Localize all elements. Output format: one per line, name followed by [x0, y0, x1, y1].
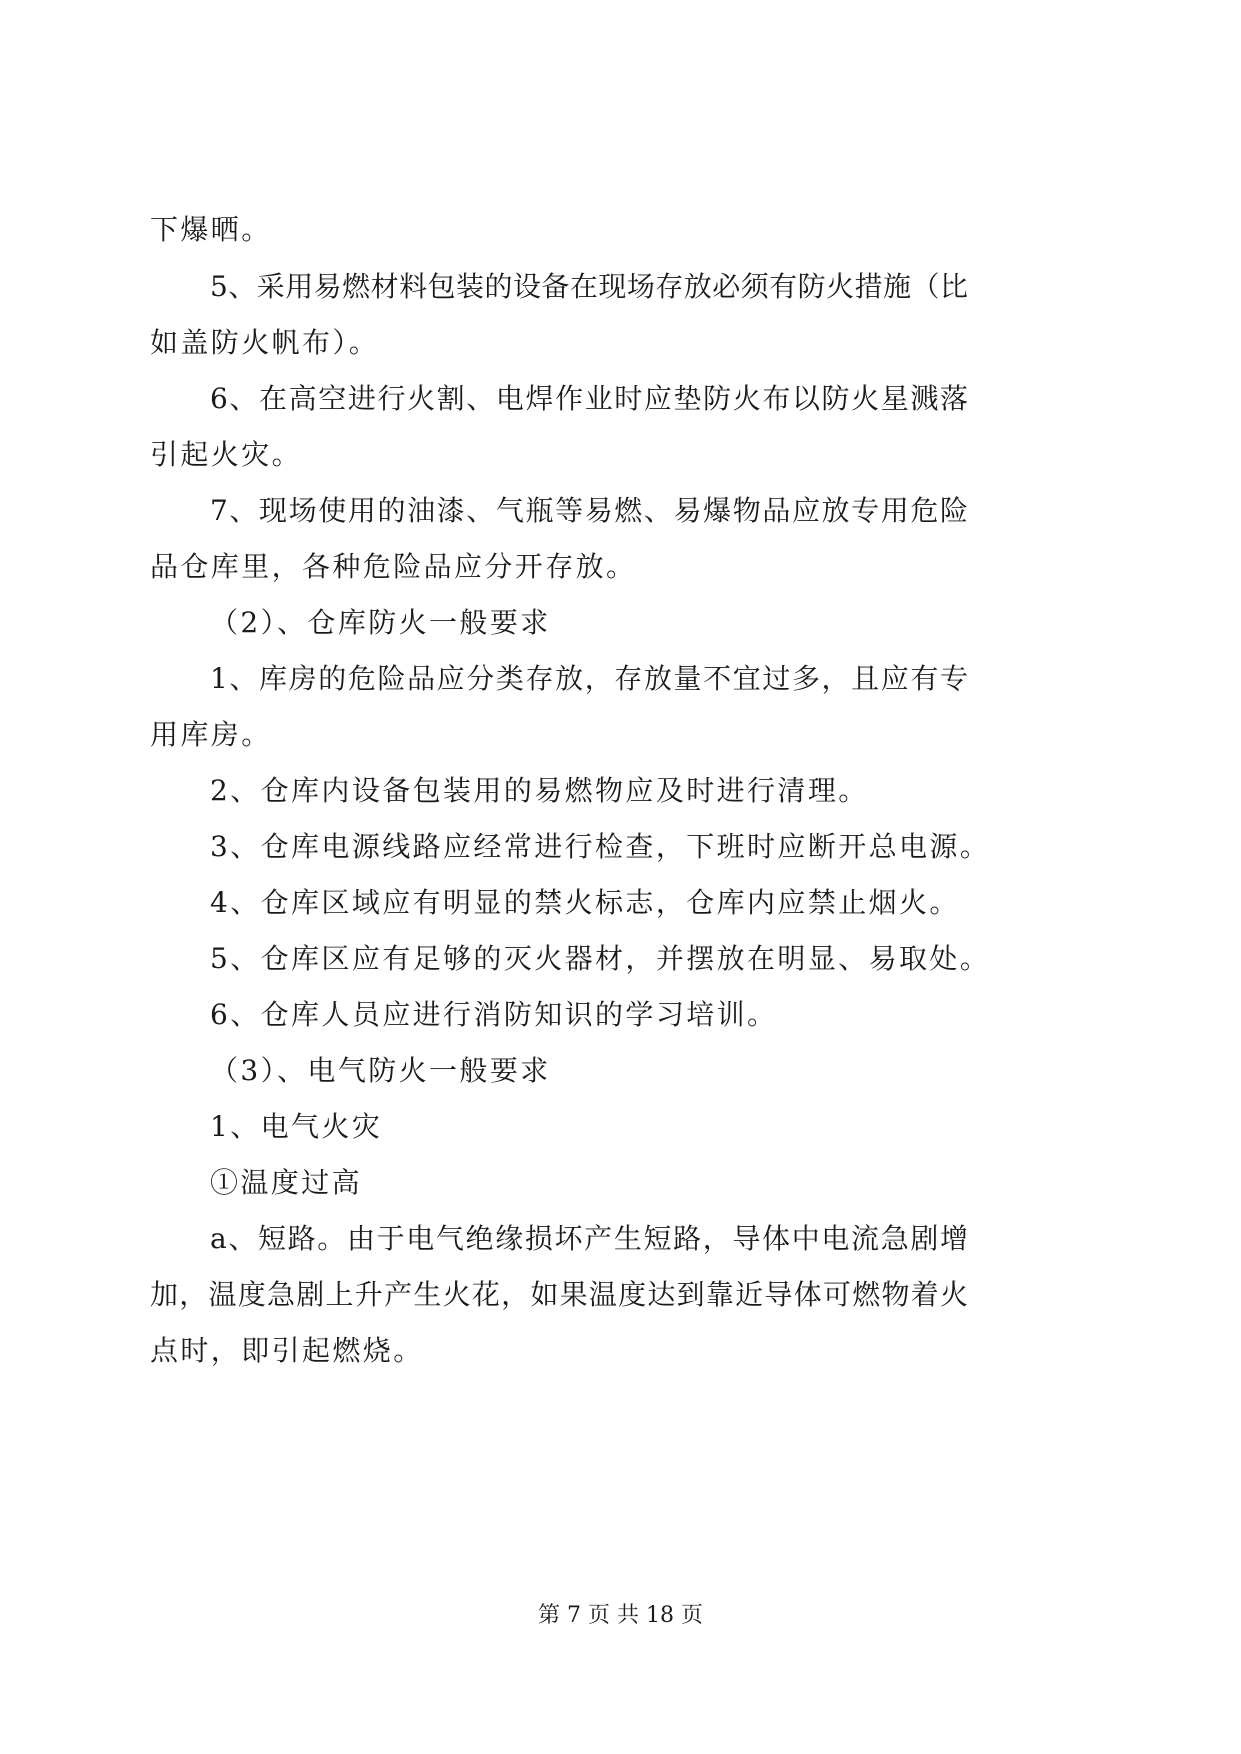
text-line: a、短路。由于电气绝缘损坏产生短路，导体中电流急剧增 [210, 1222, 968, 1255]
text-line: 1、电气火灾 [210, 1110, 383, 1143]
text-line: 品仓库里，各种危险品应分开存放。 [150, 550, 637, 583]
text-line: 加，温度急剧上升产生火花，如果温度达到靠近导体可燃物着火 [150, 1278, 968, 1311]
text-line: 如盖防火帆布）。 [150, 326, 380, 359]
text-line: 6、仓库人员应进行消防知识的学习培训。 [210, 998, 778, 1031]
text-line: 5、采用易燃材料包装的设备在现场存放必须有防火措施（比 [210, 270, 968, 303]
text-line: 2、仓库内设备包装用的易燃物应及时进行清理。 [210, 774, 869, 807]
text-line: ①温度过高 [210, 1166, 363, 1199]
page-number-footer: 第 7 页 共 18 页 [538, 1603, 703, 1628]
text-line: 7、现场使用的油漆、气瓶等易燃、易爆物品应放专用危险 [210, 494, 968, 527]
text-line: 3、仓库电源线路应经常进行检查，下班时应断开总电源。 [210, 830, 991, 863]
section-heading: （2）、仓库防火一般要求 [210, 606, 551, 639]
text-line: 下爆晒。 [150, 213, 272, 246]
text-line: 4、仓库区域应有明显的禁火标志，仓库内应禁止烟火。 [210, 886, 960, 919]
text-line: 点时，即引起燃烧。 [150, 1334, 424, 1367]
text-line: 1、库房的危险品应分类存放，存放量不宜过多，且应有专 [210, 662, 968, 695]
text-line: 引起火灾。 [150, 438, 303, 471]
text-line: 5、仓库区应有足够的灭火器材，并摆放在明显、易取处。 [210, 942, 991, 975]
text-line: 6、在高空进行火割、电焊作业时应垫防火布以防火星溅落 [210, 382, 968, 415]
text-line: 用库房。 [150, 718, 272, 751]
section-heading: （3）、电气防火一般要求 [210, 1054, 551, 1087]
